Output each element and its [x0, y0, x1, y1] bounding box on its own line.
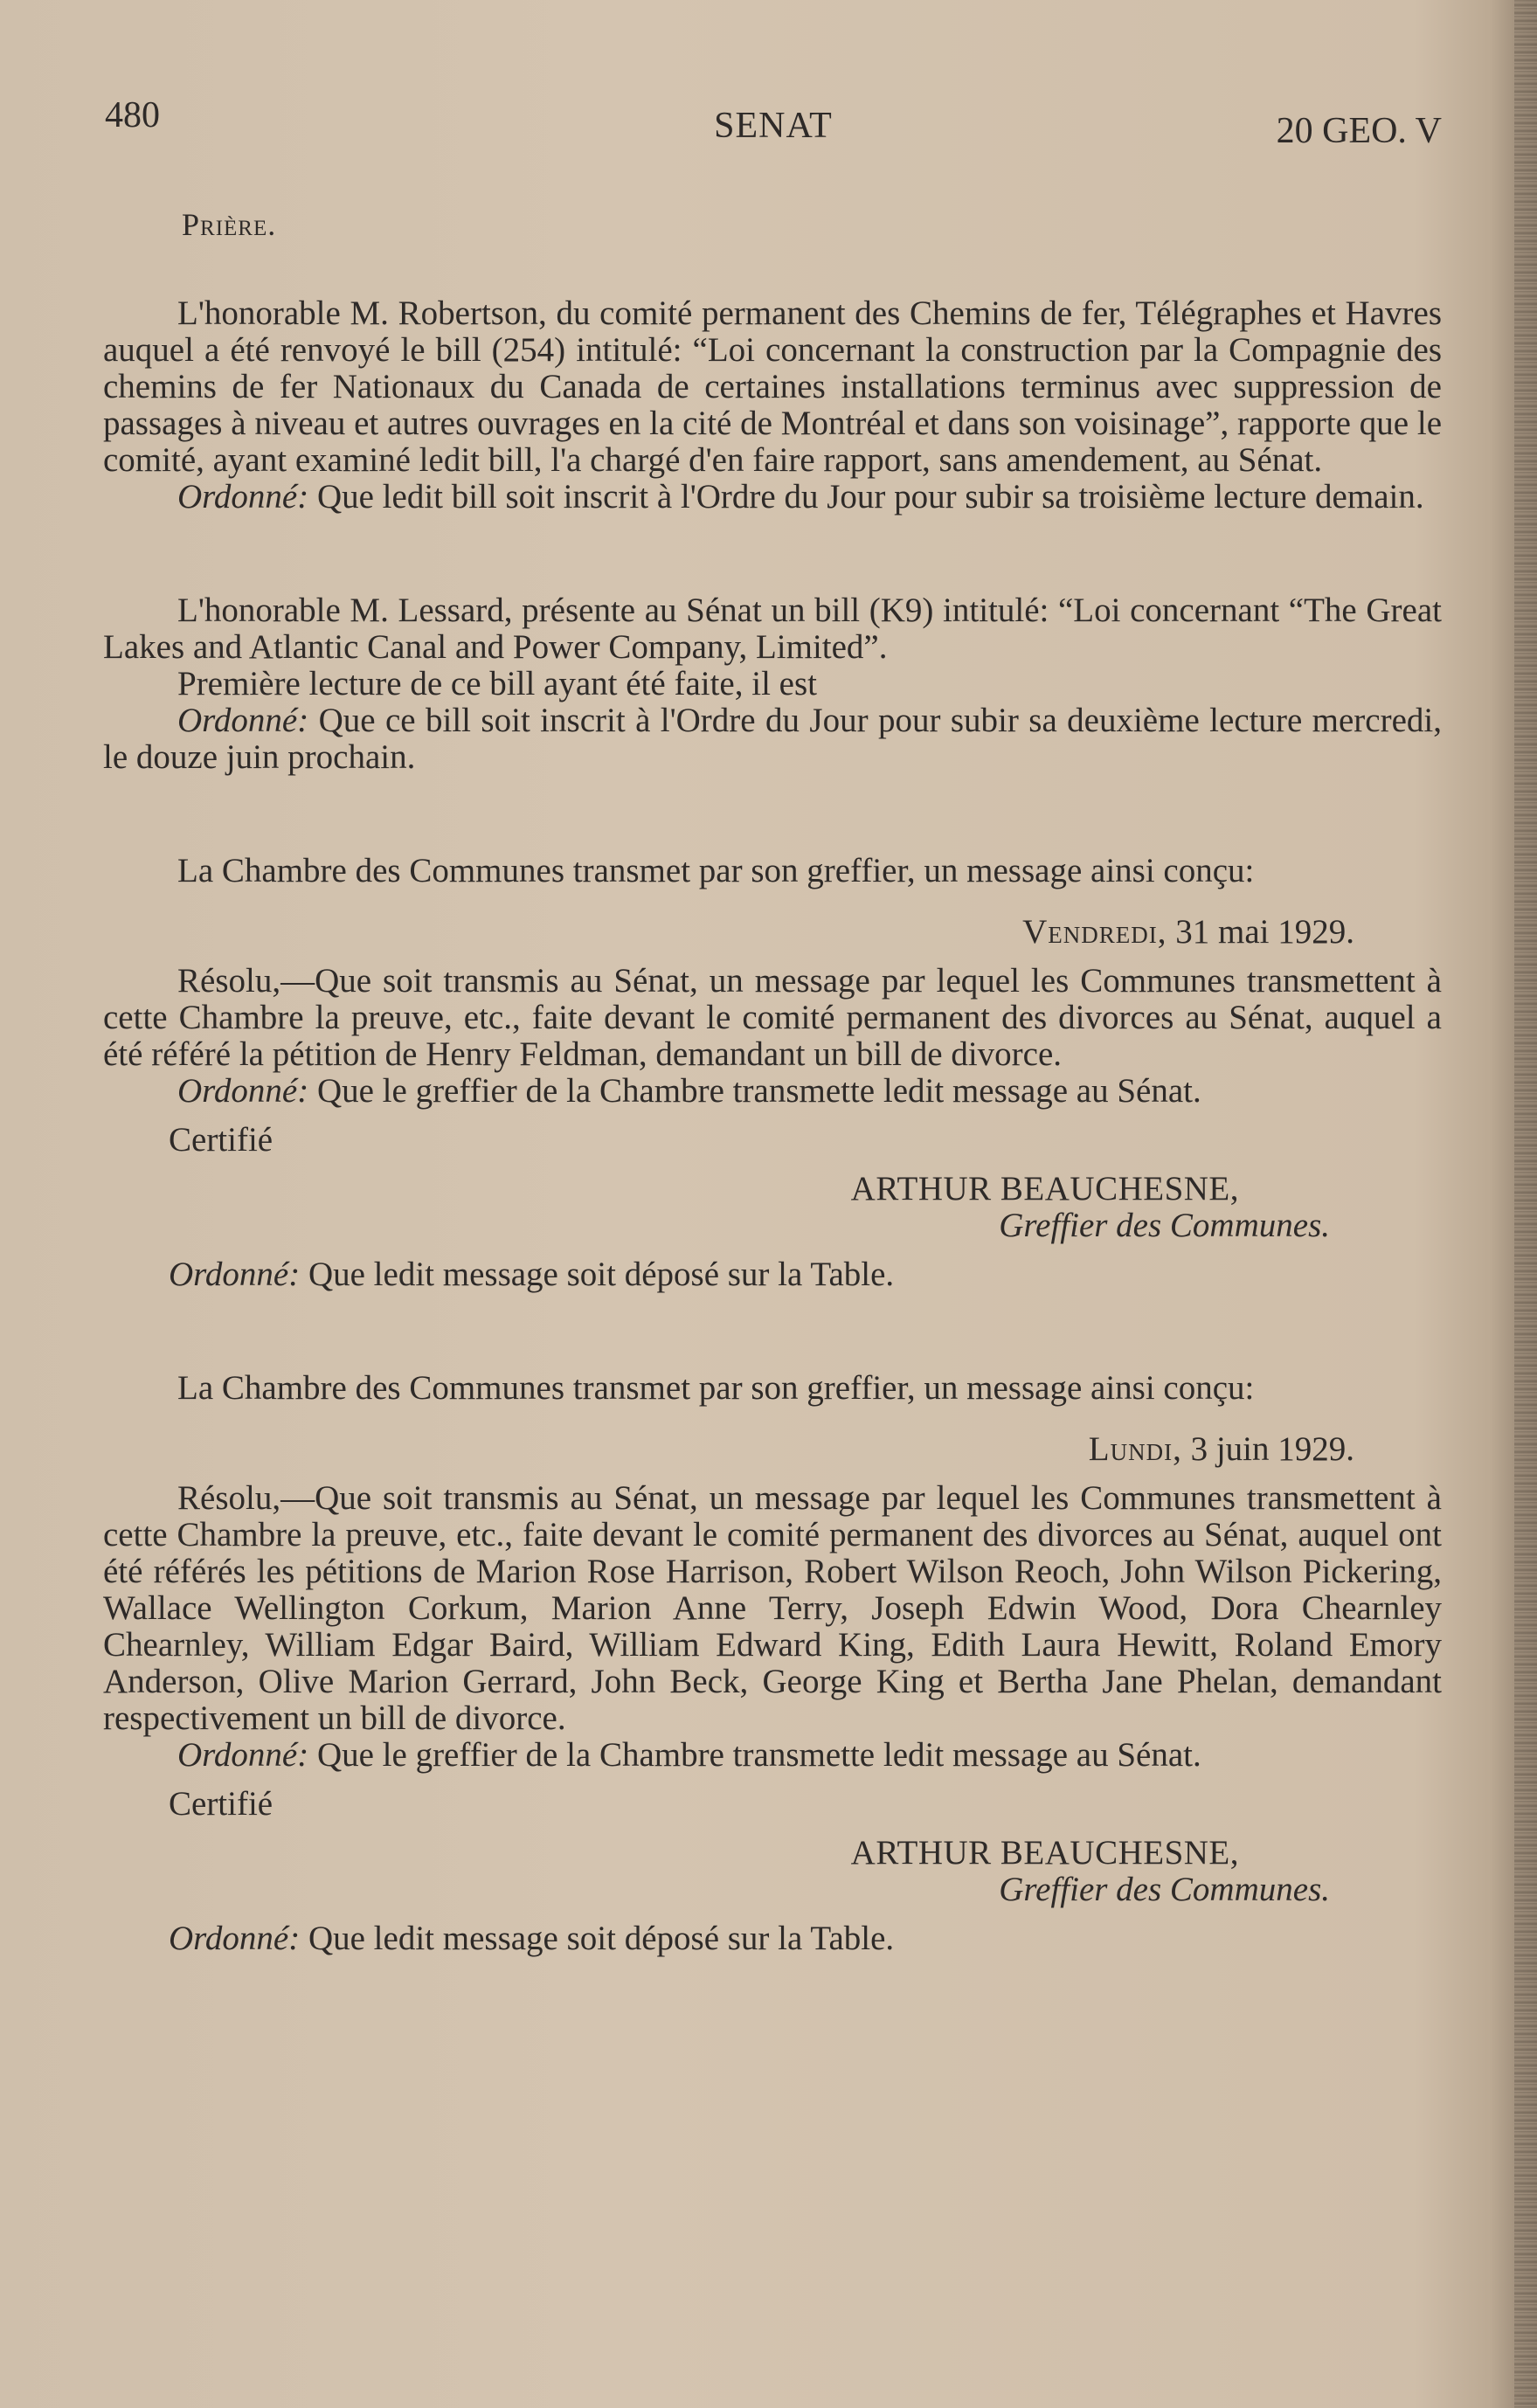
signatory-name: ARTHUR BEAUCHESNE, — [850, 1170, 1239, 1207]
page-content — [103, 206, 1442, 1957]
order-text: Que le greffier de la Chambre transmette ledit message au Sénat. — [316, 1072, 1201, 1110]
certified-label: Certifié — [169, 1785, 273, 1823]
order-text: Que ce bill soit inscrit à l'Ordre du Jour pour subir sa deuxième lecture mercredi, le douze juin prochain. — [103, 702, 1442, 776]
order-label: Ordonné: — [177, 1072, 309, 1110]
running-title: SENAT — [714, 106, 833, 146]
message-date — [103, 914, 1442, 951]
order-text: Que le greffier de la Chambre transmette ledit message au Sénat. — [316, 1736, 1201, 1774]
date-day: Vendredi, — [1022, 913, 1167, 951]
order-text: Que ledit message soit déposé sur la Table. — [308, 1256, 895, 1293]
signatory-title: Greffier des Communes. — [999, 1871, 1330, 1908]
final-order-paragraph — [169, 1256, 1442, 1293]
report-paragraph: L'honorable M. Robertson, du comité permanent des Chemins de fer, Télégraphes et Havres auquel a été renvoyé le bill (254) intitulé: “Loi concernant la construction par la Compagnie des chemins de fer Nationaux du Canada de certaines installations terminus avec suppression de passages à niveau et autres ouvrages en la cité de Montréal et dans son voisinage”, rapporte que le comité, ayant examiné ledit bill, l'a chargé d'en faire rapport, sans amendement, au Sénat. — [103, 294, 1442, 479]
order-paragraph — [103, 479, 1442, 516]
order-label: Ordonné: — [177, 478, 309, 516]
lessard-bill — [103, 592, 1442, 776]
resolution-paragraph: Résolu,—Que soit transmis au Sénat, un message par lequel les Communes transmettent à cette Chambre la preuve, etc., faite devant le comité permanent des divorces au Sénat, auquel ont été référés les pétitions de Marion Rose Harrison, Robert Wilson Reoch, John Wilson Pickering, Wallace Wellington Corkum, Marion Anne Terry, Joseph Edwin Wood, Dora Chearnley Chearnley, William Edgar Baird, William Edward King, Edith Laura Hewitt, Roland Emory Anderson, Olive Marion Gerrard, John Beck, George King et Bertha Jane Phelan, demandant respectivement un bill de divorce. — [103, 1479, 1442, 1737]
spacer — [103, 776, 1442, 828]
page-header — [105, 94, 1442, 151]
page-number: 480 — [105, 95, 160, 135]
date-rest: 3 juin 1929. — [1190, 1430, 1354, 1468]
spacer — [103, 1293, 1442, 1346]
spacer — [103, 1468, 1442, 1480]
final-order-paragraph — [169, 1920, 1442, 1957]
spacer — [103, 1908, 1442, 1920]
order-label: Ordonné: — [177, 1736, 309, 1774]
resolution-paragraph: Résolu,—Que soit transmis au Sénat, un message par lequel les Communes transmettent à cette Chambre la preuve, etc., faite devant le comité permanent des divorces au Sénat, auquel a été référé la pétition de Henry Feldman, demandant un bill de divorce. — [103, 962, 1442, 1073]
bill-paragraph: L'honorable M. Lessard, présente au Sénat un bill (K9) intitulé: “Loi concernant “The Great Lakes and Atlantic Canal and Power Company, Limited”. — [103, 592, 1442, 666]
spacer — [103, 1159, 1442, 1171]
spacer — [103, 1110, 1442, 1122]
order-paragraph — [103, 1073, 1442, 1110]
commons-message-feldman — [103, 853, 1442, 1293]
order-label: Ordonné: — [169, 1256, 301, 1293]
order-text: Que ledit message soit déposé sur la Table. — [308, 1920, 895, 1957]
signatory-title: Greffier des Communes. — [999, 1207, 1330, 1244]
spacer — [103, 1346, 1442, 1370]
spacer — [103, 1407, 1442, 1431]
message-date — [103, 1431, 1442, 1468]
date-day: Lundi, — [1088, 1430, 1182, 1468]
order-paragraph — [103, 1737, 1442, 1774]
spacer — [103, 1823, 1442, 1835]
first-reading-paragraph: Première lecture de ce bill ayant été faite, il est — [177, 665, 817, 702]
order-paragraph — [103, 702, 1442, 776]
message-intro: La Chambre des Communes transmet par son greffier, un message ainsi conçu: — [177, 852, 1255, 889]
order-label: Ordonné: — [169, 1920, 301, 1957]
spacer — [103, 1244, 1442, 1256]
spacer — [103, 568, 1442, 592]
spacer — [103, 1774, 1442, 1786]
spacer — [103, 516, 1442, 568]
spacer — [103, 951, 1442, 963]
certified-label: Certifié — [169, 1121, 273, 1159]
commons-message-multiple — [103, 1370, 1442, 1957]
spacer — [103, 243, 1442, 295]
session-label: 20 GEO. V — [1276, 111, 1442, 151]
order-label: Ordonné: — [177, 702, 309, 739]
robertson-report — [103, 295, 1442, 516]
order-text: Que ledit bill soit inscrit à l'Ordre du Jour pour subir sa troisième lecture demain. — [316, 478, 1424, 516]
date-rest: 31 mai 1929. — [1175, 913, 1354, 951]
spacer — [103, 889, 1442, 914]
signatory-name: ARTHUR BEAUCHESNE, — [850, 1834, 1239, 1872]
message-intro: La Chambre des Communes transmet par son greffier, un message ainsi conçu: — [177, 1369, 1255, 1407]
page-edge-shadow — [1514, 0, 1537, 2408]
section-heading: Prière. — [182, 207, 277, 242]
spacer — [103, 828, 1442, 853]
